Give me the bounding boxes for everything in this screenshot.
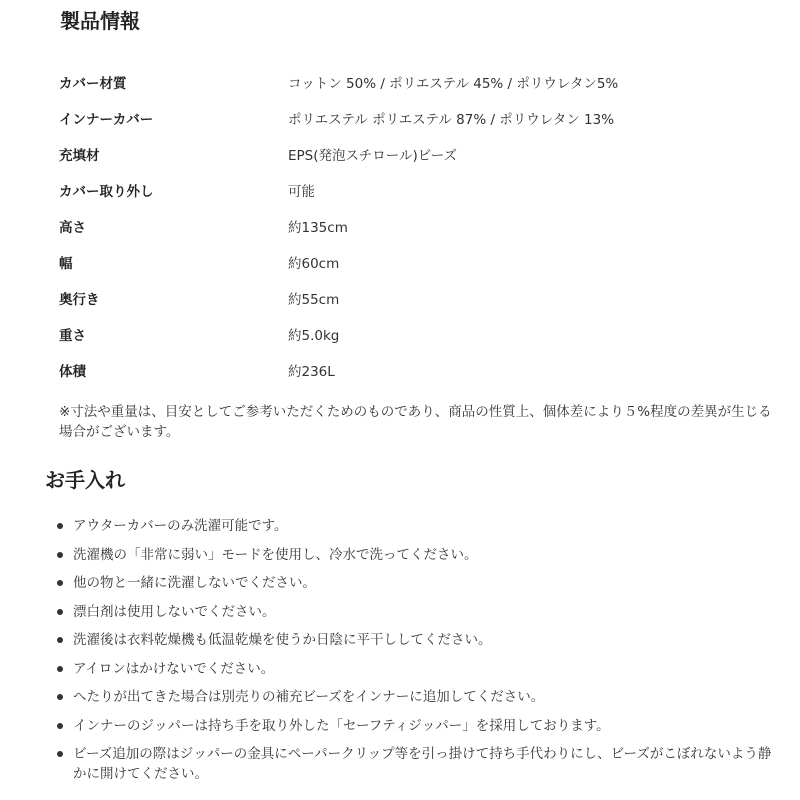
list-item bbox=[52, 716, 782, 745]
spec-label: 奥行き bbox=[59, 292, 100, 308]
spec-label: カバー取り外し bbox=[59, 184, 154, 200]
bullet-icon bbox=[52, 545, 73, 565]
dimension-note: ※寸法や重量は、目安としてご参考いただくためのものであり、商品の性質上、個体差により５%程度の差異が生じる場合がございます。 bbox=[59, 404, 772, 440]
list-item bbox=[52, 545, 782, 574]
spec-row bbox=[59, 352, 759, 388]
spec-row bbox=[59, 316, 759, 352]
list-item bbox=[52, 516, 782, 545]
list-item bbox=[52, 630, 782, 659]
spec-row bbox=[59, 100, 759, 136]
spec-label: 幅 bbox=[59, 256, 73, 272]
spec-row bbox=[59, 244, 759, 280]
bullet-icon bbox=[52, 659, 73, 679]
spec-row bbox=[59, 280, 759, 316]
care-list bbox=[52, 516, 782, 784]
bullet-icon bbox=[52, 630, 73, 650]
care-text: アイロンはかけないでください。 bbox=[73, 660, 275, 677]
list-item bbox=[52, 744, 782, 784]
spec-value: ポリエステル ポリエステル 87% / ポリウレタン 13% bbox=[288, 112, 615, 128]
list-item bbox=[52, 573, 782, 602]
care-text: 漂白剤は使用しないでください。 bbox=[73, 603, 276, 620]
bullet-icon bbox=[52, 687, 73, 707]
care-text: ビーズ追加の際はジッパーの金具にペーパークリップ等を引っ掛けて持ち手代わりにし、ビーズがこぼれないよう静かに開けてください。 bbox=[73, 746, 772, 782]
spec-row bbox=[59, 172, 759, 208]
spec-value: 可能 bbox=[288, 184, 315, 200]
care-text: 他の物と一緒に洗濯しないでください。 bbox=[73, 575, 316, 591]
spec-value: 約5.0kg bbox=[288, 328, 340, 344]
list-item bbox=[52, 659, 782, 688]
list-item bbox=[52, 602, 782, 631]
bullet-icon bbox=[52, 716, 73, 736]
care-text: インナーのジッパーは持ち手を取り外した「セーフティジッパー」を採用しております。 bbox=[73, 717, 610, 734]
care-text: アウターカバーのみ洗濯可能です。 bbox=[73, 518, 288, 534]
spec-row bbox=[59, 208, 759, 244]
bullet-icon bbox=[52, 602, 73, 622]
list-item bbox=[52, 687, 782, 716]
care-text: へたりが出てきた場合は別売りの補充ビーズをインナーに追加してください。 bbox=[73, 689, 545, 705]
spec-label: 体積 bbox=[59, 364, 86, 380]
care-heading: お手入れ bbox=[45, 468, 125, 492]
spec-value: 約60cm bbox=[288, 256, 340, 272]
spec-table bbox=[59, 64, 759, 388]
spec-value: 約236L bbox=[288, 364, 335, 380]
spec-row bbox=[59, 64, 759, 100]
spec-value: EPS(発泡スチロール)ビーズ bbox=[288, 148, 458, 164]
spec-value: 約55cm bbox=[288, 292, 340, 308]
bullet-icon bbox=[52, 744, 73, 764]
spec-row bbox=[59, 136, 759, 172]
spec-value: コットン 50% / ポリエステル 45% / ポリウレタン5% bbox=[288, 76, 619, 92]
bullet-icon bbox=[52, 516, 73, 536]
spec-label: 充填材 bbox=[59, 148, 100, 164]
spec-label: 高さ bbox=[59, 220, 86, 236]
bullet-icon bbox=[52, 573, 73, 593]
spec-label: カバー材質 bbox=[59, 76, 127, 92]
product-info-heading: 製品情報 bbox=[60, 9, 140, 33]
care-text: 洗濯機の「非常に弱い」モードを使用し、冷水で洗ってください。 bbox=[73, 546, 478, 563]
care-text: 洗濯後は衣料乾燥機も低温乾燥を使うか日陰に平干ししてください。 bbox=[73, 632, 492, 648]
spec-label: インナーカバー bbox=[59, 112, 154, 128]
spec-label: 重さ bbox=[59, 328, 86, 344]
spec-value: 約135cm bbox=[288, 220, 348, 236]
